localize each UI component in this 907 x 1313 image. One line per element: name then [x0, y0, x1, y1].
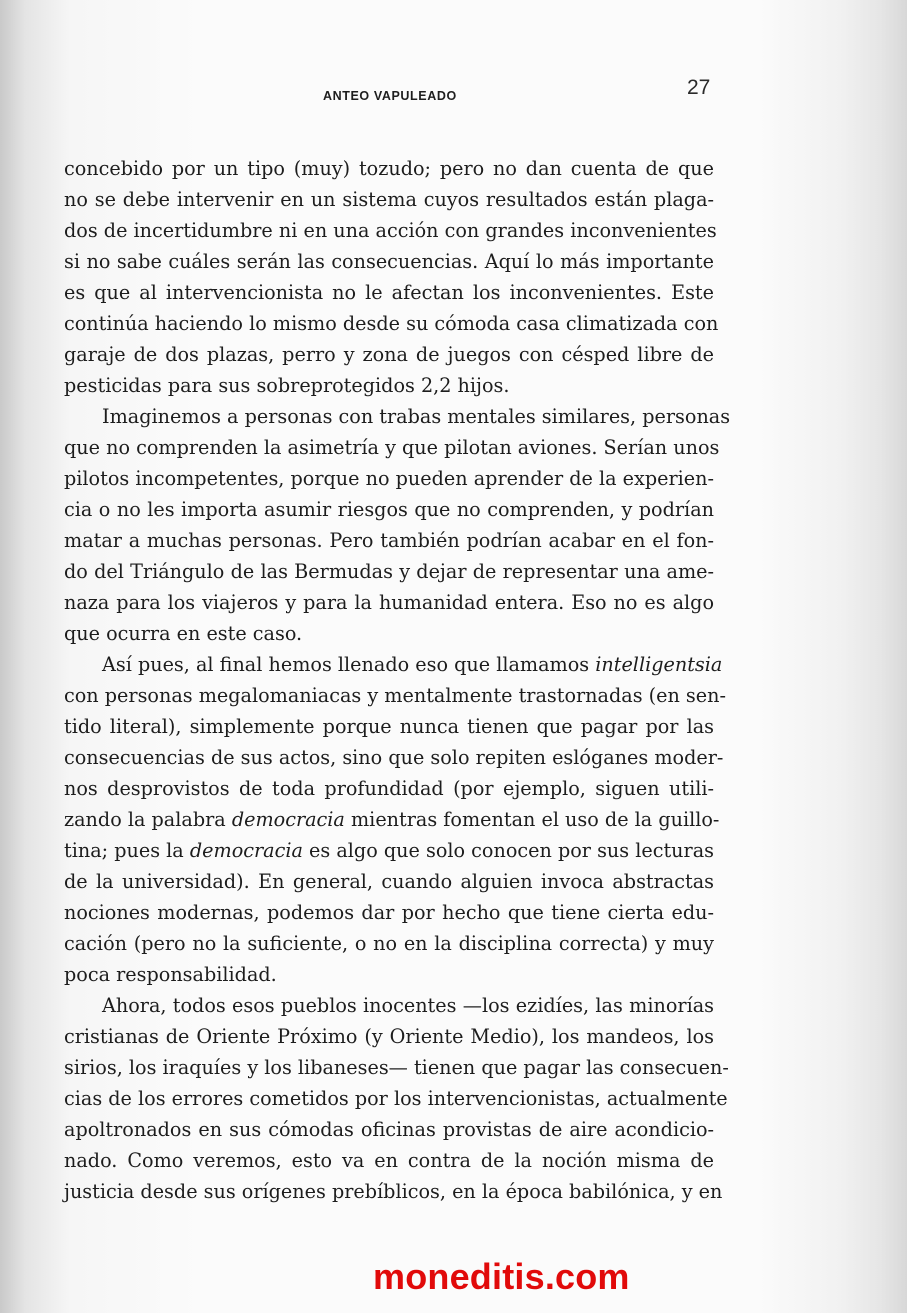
text-line: si no sabe cuáles serán las consecuencias. Aquí lo más importante	[64, 250, 714, 273]
paragraph	[64, 990, 729, 1207]
text-line: naza para los viajeros y para la humanidad entera. Eso no es algo	[64, 591, 714, 614]
text-line: pesticidas para sus sobreprotegidos 2,2 hijos.	[64, 374, 510, 397]
text-line: Así pues, al final hemos llenado eso que llamamos intelligentsia	[102, 653, 723, 676]
running-head-title: ANTEO VAPULEADO	[323, 89, 457, 103]
text-line: continúa haciendo lo mismo desde su cómoda casa climatizada con	[64, 312, 719, 335]
text-line: de la universidad). En general, cuando alguien invoca abstractas	[64, 870, 714, 893]
text-line: tido literal), simplemente porque nunca tienen que pagar por las	[64, 715, 714, 738]
text-line: cia o no les importa asumir riesgos que no comprenden, y podrían	[64, 498, 714, 521]
watermark-text: moneditis.com	[373, 1256, 630, 1297]
paragraph	[64, 649, 726, 990]
italic-term: democracia	[231, 808, 345, 831]
text-line: cias de los errores cometidos por los intervencionistas, actualmente	[64, 1087, 728, 1110]
body-text	[64, 153, 731, 1207]
paragraph	[64, 153, 719, 401]
text-line: Imaginemos a personas con trabas mentales similares, personas	[102, 405, 731, 428]
page-number: 27	[687, 76, 711, 99]
text-line: Ahora, todos esos pueblos inocentes —los ezidíes, las minorías	[102, 994, 714, 1017]
text-line: dos de incertidumbre ni en una acción con grandes inconvenientes	[64, 219, 717, 242]
text-line: do del Triángulo de las Bermudas y dejar de representar una ame-	[64, 560, 714, 583]
text-line: que no comprenden la asimetría y que pilotan aviones. Serían unos	[64, 436, 720, 459]
italic-term: intelligentsia	[595, 653, 723, 676]
text-line: apoltronados en sus cómodas oficinas provistas de aire acondicio-	[64, 1118, 714, 1141]
text-line: que ocurra en este caso.	[64, 622, 303, 645]
text-line: tina; pues la democracia es algo que solo conocen por sus lecturas	[64, 839, 714, 862]
text-line: cristianas de Oriente Próximo (y Oriente Medio), los mandeos, los	[64, 1025, 714, 1048]
text-line: matar a muchas personas. Pero también podrían acabar en el fon-	[64, 529, 714, 552]
text-line: nociones modernas, podemos dar por hecho que tiene cierta edu-	[64, 901, 714, 924]
text-line: garaje de dos plazas, perro y zona de juegos con césped libre de	[64, 343, 714, 366]
text-line: zando la palabra democracia mientras fomentan el uso de la guillo-	[64, 808, 720, 831]
text-line: justicia desde sus orígenes prebíblicos, en la época babilónica, y en	[64, 1180, 723, 1203]
text-line: pilotos incompetentes, porque no pueden aprender de la experien-	[64, 467, 714, 490]
text-line: con personas megalomaniacas y mentalmente trastornadas (en sen-	[64, 684, 726, 707]
text-line: nos desprovistos de toda profundidad (por ejemplo, siguen utili-	[64, 777, 714, 800]
text-line: nado. Como veremos, esto va en contra de la noción misma de	[64, 1149, 714, 1172]
italic-term: democracia	[189, 839, 303, 862]
text-line: poca responsabilidad.	[64, 963, 277, 986]
text-line: sirios, los iraquíes y los libaneses— tienen que pagar las consecuen-	[64, 1056, 729, 1079]
text-line: cación (pero no la suficiente, o no en la disciplina correcta) y muy	[64, 932, 714, 955]
paragraph	[64, 401, 731, 649]
text-line: no se debe intervenir en un sistema cuyos resultados están plaga-	[64, 188, 714, 211]
text-line: consecuencias de sus actos, sino que solo repiten eslóganes moder-	[64, 746, 724, 769]
text-line: es que al intervencionista no le afectan los inconvenientes. Este	[64, 281, 714, 304]
text-line: concebido por un tipo (muy) tozudo; pero no dan cuenta de que	[64, 157, 714, 180]
